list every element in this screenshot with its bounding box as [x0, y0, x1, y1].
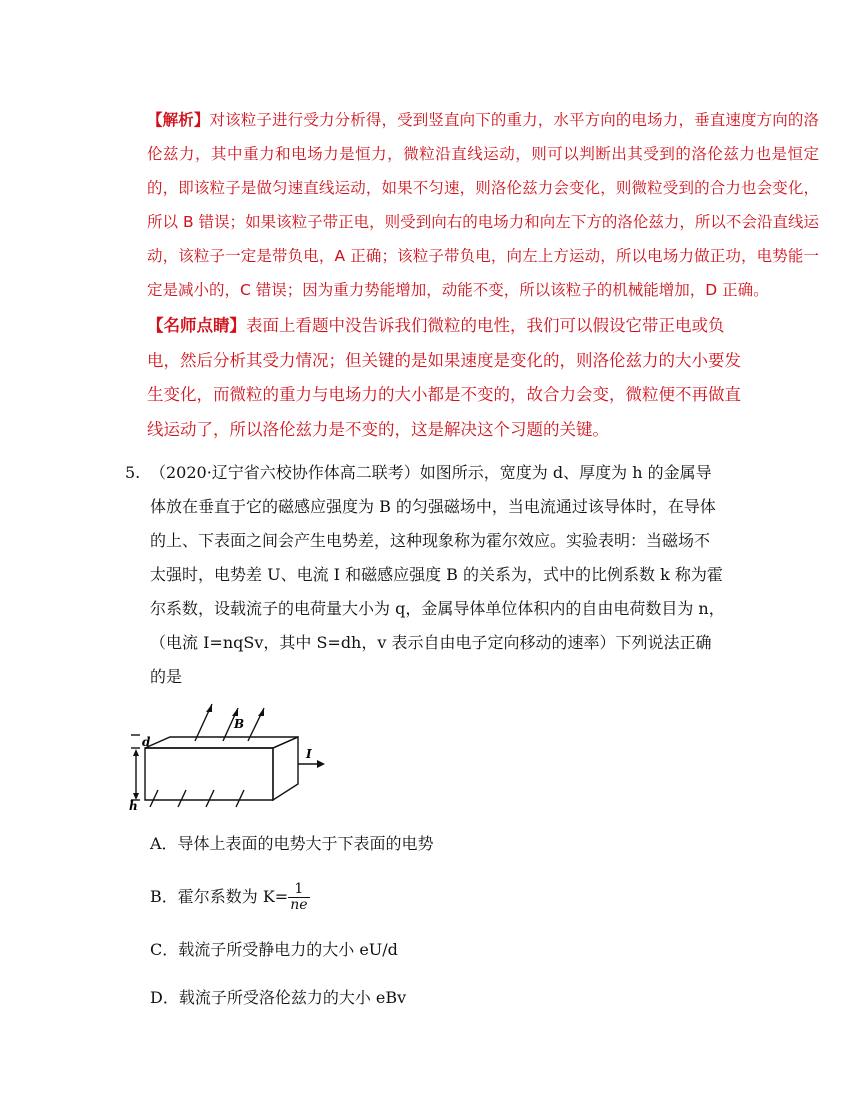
analysis-tag: 【解析】	[147, 111, 210, 129]
conductor-right-face	[273, 737, 298, 800]
label-i: I	[306, 747, 312, 761]
h-arrowhead-top	[133, 749, 139, 756]
option-c: C．载流子所受静电力的大小 eU/d	[150, 940, 398, 959]
teacher-tip-paragraph	[147, 309, 747, 447]
option-a: A．导体上表面的电势大于下表面的电势	[150, 834, 434, 853]
question-5	[125, 456, 725, 694]
fraction-numerator: 1	[288, 882, 309, 898]
question-number: 5.	[125, 463, 141, 482]
question-text: （2020·辽宁省六校协作体高二联考）如图所示，宽度为 d、厚度为 h 的金属导体放在垂直于它的磁感应强度为 B 的匀强磁场中，当电流通过该导体时，在导体的上、下表面之间会产生电势差，这种现象称为霍尔效应。实验表明：当磁场不太强时，电势差 U、电流 I 和磁感应强度 B 的关系为，式中的比例系数 k 称为霍尔系数，设载流子的电荷量大小为 q，金属导体单位体积内的自由电荷数目为 n，（电流 I=nqSv，其中 S=dh，v 表示自由电子定向移动的速率）下列说法正确的是	[150, 463, 725, 686]
analysis-text: 对该粒子进行受力分析得，受到竖直向下的重力，水平方向的电场力，垂直速度方向的洛伦兹力，其中重力和电场力是恒力，微粒沿直线运动，则可以判断出其受到的洛伦兹力也是恒定的，即该粒子是做匀速直线运动，如果不匀速，则洛伦兹力会变化，则微粒受到的合力也会变化，所以 B 错误；如果该粒子带正电，则受到向右的电场力和向左下方的洛伦兹力，所以不会沿直线运动，该粒子一定是带负电，A 正确；该粒子带负电，向左上方运动，所以电场力做正功，电势能一定是减小的，C 错误；因为重力势能增加，动能不变，所以该粒子的机械能增加，D 正确。	[147, 111, 819, 299]
option-b	[150, 882, 310, 913]
teacher-tip-tag: 【名师点睛】	[147, 316, 246, 335]
hall-effect-figure	[128, 703, 328, 811]
analysis-paragraph	[147, 103, 819, 307]
option-b-text: B．霍尔系数为 K=	[150, 887, 289, 906]
field-arrowhead-3	[258, 708, 264, 716]
option-d: D．载流子所受洛伦兹力的大小 eBv	[150, 988, 407, 1007]
field-arrowhead-2	[232, 708, 238, 716]
option-b-fraction	[288, 882, 309, 913]
label-d: d	[142, 735, 151, 749]
current-arrowhead	[317, 760, 325, 768]
field-arrowhead-1	[206, 704, 212, 712]
label-b: B	[234, 717, 245, 731]
label-h: h	[129, 799, 138, 811]
fraction-denominator: ne	[290, 897, 308, 913]
conductor-front-face	[145, 748, 273, 800]
teacher-tip-text: 表面上看题中没告诉我们微粒的电性，我们可以假设它带正电或负电，然后分析其受力情况；但关键的是如果速度是变化的，则洛伦兹力的大小要发生变化，而微粒的重力与电场力的大小都是不变的，故合力会变，微粒便不再做直线运动了，所以洛伦兹力是不变的，这是解决这个习题的关键。	[147, 316, 741, 439]
